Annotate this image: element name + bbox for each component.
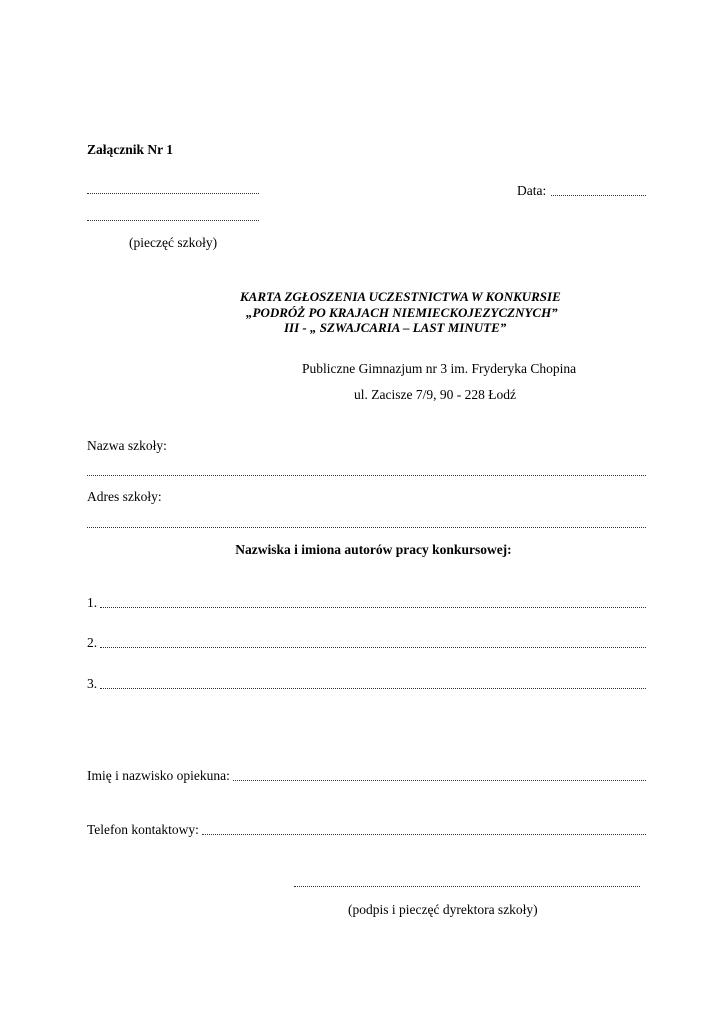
title-line-2: „PODRÓŻ PO KRAJACH NIEMIECKOJEZYCZNYCH” (246, 305, 558, 320)
signature-field[interactable] (294, 886, 640, 887)
author-row-2[interactable] (87, 635, 646, 651)
school-address-label: Adres szkoły: (87, 489, 162, 504)
title-line-3: III - „ SZWAJCARIA – LAST MINUTE” (284, 320, 507, 335)
author-row-1[interactable] (87, 595, 646, 611)
organizer-name: Publiczne Gimnazjum nr 3 im. Fryderyka Chopina (302, 361, 577, 376)
signature-label: (podpis i pieczęć dyrektora szkoły) (348, 902, 538, 917)
stamp-line-1[interactable] (87, 193, 259, 194)
date-field[interactable] (551, 195, 646, 196)
author-field-3[interactable] (100, 688, 646, 689)
guardian-row[interactable] (87, 768, 646, 784)
phone-row[interactable] (87, 822, 646, 838)
school-address-field[interactable] (87, 527, 646, 528)
author-field-2[interactable] (100, 647, 646, 648)
title-line-1: KARTA ZGŁOSZENIA UCZESTNICTWA W KONKURSIE (240, 289, 561, 304)
phone-label: Telefon kontaktowy: (87, 822, 199, 837)
guardian-field[interactable] (233, 780, 646, 781)
author-row-3[interactable] (87, 676, 646, 692)
author-number-3: 3. (87, 676, 98, 691)
date-label: Data: (517, 183, 547, 198)
stamp-label: (pieczęć szkoły) (129, 235, 218, 250)
school-name-label: Nazwa szkoły: (87, 438, 167, 453)
organizer-address: ul. Zacisze 7/9, 90 - 228 Łodź (354, 387, 516, 402)
phone-field[interactable] (202, 834, 646, 835)
school-name-field[interactable] (87, 475, 646, 476)
guardian-label: Imię i nazwisko opiekuna: (87, 768, 230, 783)
authors-heading: Nazwiska i imiona autorów pracy konkursowej: (235, 542, 512, 557)
attachment-label: Załącznik Nr 1 (87, 142, 174, 157)
author-field-1[interactable] (100, 607, 646, 608)
author-number-2: 2. (87, 635, 98, 650)
author-number-1: 1. (87, 595, 98, 610)
stamp-line-2[interactable] (87, 220, 259, 221)
